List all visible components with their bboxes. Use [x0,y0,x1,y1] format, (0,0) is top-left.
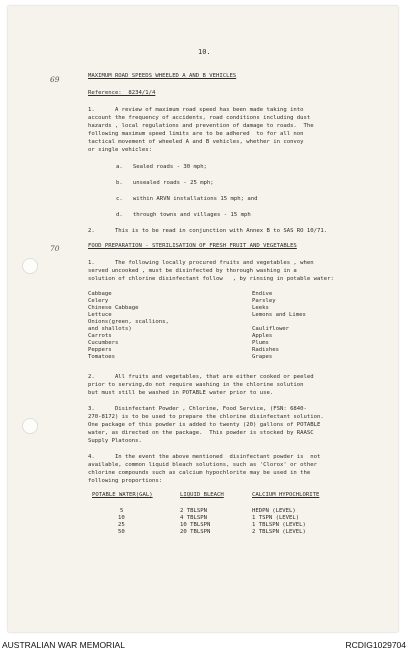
s69-item-a: a. Sealed roads - 30 mph; [116,164,207,170]
produce-item: Cabbage [88,291,112,297]
punch-hole [22,418,38,434]
table-cell: 5 [120,508,124,514]
s70-para4-line: following proportions: [88,478,163,484]
document-page [8,6,398,632]
table-cell: 50 [118,529,125,535]
s70-para1-line: 1. The following locally procured fruits and vegetables , when [88,260,314,266]
table-cell: 1 TBLSPN (LEVEL) [252,522,306,528]
s70-para3-line: 3. Disinfectant Powder , Chlorine, Food Service, (FSN: 6840- [88,406,307,412]
table-header-water: POTABLE WATER(GAL) [92,492,153,498]
table-cell: HEDPN (LEVEL) [252,508,296,514]
s70-para4-line: 4. In the event the above mentioned disinfectant powder is not [88,454,321,460]
s69-para1-line: tactical movement of wheeled A and B vehicles, whether in convoy [88,139,304,145]
produce-item: Radishes [252,347,279,353]
footer-institution: AUSTRALIAN WAR MEMORIAL [2,640,125,650]
produce-item: Leeks [252,305,269,311]
table-cell: 10 [118,515,125,521]
produce-item: Cauliflower [252,326,290,332]
footer-record-id: RCDIG1029704 [345,640,406,650]
s69-item-b: b. unsealed roads - 25 mph; [116,180,214,186]
archive-footer [0,636,410,654]
section-69-heading: MAXIMUM ROAD SPEEDS WHEELED A AND B VEHICLES [88,73,237,79]
reference-line: Reference: 8234/1/4 [88,90,156,96]
s70-para3-line: One package of this powder is added to twenty (20) gallons of POTABLE [88,422,321,428]
produce-item: Celery [88,298,109,304]
s70-para4-line: chlorine compounds such as calcium hypochlorite may be used in the [88,470,311,476]
s70-para4-line: available, common liquid bleach solutions, such as 'Clorox' or other [88,462,318,468]
table-cell: 2 TBLSPN (LEVEL) [252,529,306,535]
produce-item: Peppers [88,347,112,353]
produce-item: Grapes [252,354,273,360]
page-number: 10. [198,48,211,56]
produce-item: Apples [252,333,273,339]
s69-para1-line: or single vehicles: [88,147,152,153]
table-cell: 10 TBLSPN [180,522,211,528]
s70-para1-line: served uncooked , must be disinfected by thorough washing in a [88,268,297,274]
s70-para3-line: water, as directed on the package. This powder is stocked by RAASC [88,430,314,436]
table-header-calcium: CALCIUM HYPOCHLORITE [252,492,320,498]
produce-item: Cucumbers [88,340,119,346]
margin-note-70: 70 [50,244,60,253]
produce-item: Tomatoes [88,354,115,360]
s70-para2-line: 2. All fruits and vegetables, that are either cooked or peeled [88,374,314,380]
margin-note-69: 69 [50,75,60,84]
produce-item: Plums [252,340,269,346]
table-cell: 4 TBLSPN [180,515,207,521]
produce-item: Lettuce [88,312,112,318]
punch-hole [22,258,38,274]
s69-item-d: d. through towns and villages - 15 mph [116,212,251,218]
s69-item-c: c. within ARVN installations 15 mph; and [116,196,258,202]
s70-para1-line: solution of chlorine disinfectant follow , by rinsing in potable water: [88,276,334,282]
s70-para3-line: Supply Platoons. [88,438,142,444]
produce-item: Carrots [88,333,112,339]
section-70-heading: FOOD PREPARATION - STERILISATION OF FRESH FRUIT AND VEGETABLES [88,243,297,249]
produce-item: Onions(green, scallions, [88,319,169,325]
table-cell: 25 [118,522,125,528]
s69-para1-line: 1. A review of maximum road speed has been made taking into [88,107,304,113]
produce-item: Endive [252,291,273,297]
s69-para2: 2. This is to be read in conjunction with Annex B to SAS RO 10/71. [88,228,328,234]
produce-item: Lemons and Limes [252,312,306,318]
produce-item: Chinese Cabbage [88,305,139,311]
table-cell: 20 TBLSPN [180,529,211,535]
s69-para1-line: account the frequency of accidents, road conditions including dust [88,115,311,121]
table-cell: 1 TSPN (LEVEL) [252,515,300,521]
produce-item: Parsley [252,298,276,304]
s70-para2-line: but must still be washed in POTABLE water prior to use. [88,390,274,396]
s69-para1-line: hazards , local regulations and prevention of damage to roads. The [88,123,314,129]
s70-para2-line: prior to serving,do not require washing in the chlorine solution [88,382,304,388]
table-header-bleach: LIQUID BLEACH [180,492,224,498]
produce-item: and shallots) [88,326,132,332]
table-cell: 2 TBLSPN [180,508,207,514]
s69-para1-line: following maximum speed limits are to be adhered to for all non [88,131,304,137]
s70-para3-line: 270-8172) is to be used to prepare the chlorine disinfectant solution. [88,414,324,420]
